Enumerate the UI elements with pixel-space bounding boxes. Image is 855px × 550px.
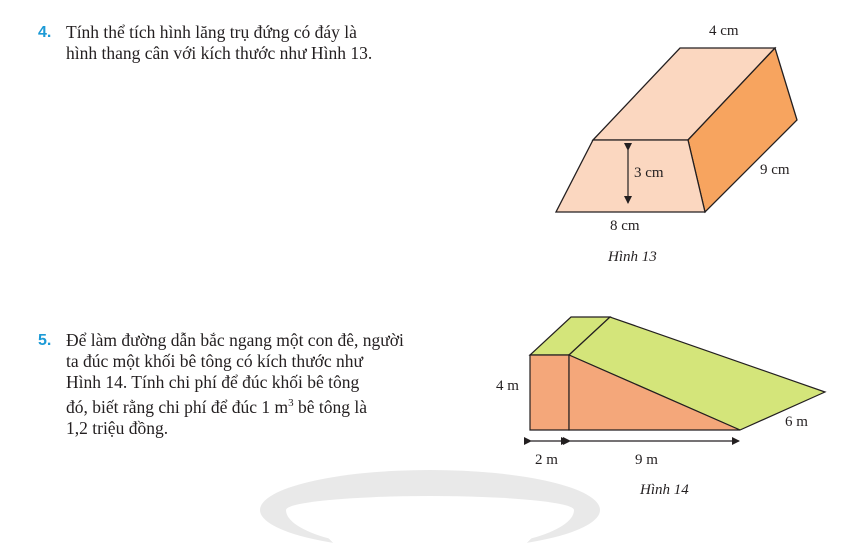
fig14-width-label: 6 m xyxy=(785,414,808,430)
text-part: đó, biết rằng chi phí để đúc 1 m xyxy=(66,396,289,417)
text-line: hình thang cân với kích thước như Hình 13. xyxy=(66,43,373,63)
text-line: 1,2 triệu đồng. xyxy=(66,417,169,438)
fig14-height-label: 4 m xyxy=(496,378,519,394)
fig13-length-label: 9 cm xyxy=(760,162,790,178)
fig14-caption: Hình 14 xyxy=(640,482,689,498)
block-front-rect xyxy=(530,355,569,430)
text-line: Để làm đường dẫn bắc ngang một con đê, người xyxy=(66,330,404,350)
superscript: 3 xyxy=(288,397,294,409)
fig13-height-label: 3 cm xyxy=(634,165,664,181)
text-line: Hình 14. Tính chi phí để đúc khối bê tông xyxy=(66,372,360,392)
fig13-caption: Hình 13 xyxy=(608,249,657,265)
fig13-top-label: 4 cm xyxy=(709,23,739,39)
fig14-left-label: 2 m xyxy=(535,452,558,468)
text-line: Tính thể tích hình lăng trụ đứng có đáy là xyxy=(66,22,357,42)
watermark-arc xyxy=(260,470,600,550)
text-part: bê tông là xyxy=(293,396,367,417)
exercise-number: 5. xyxy=(38,332,52,349)
fig14-right-label: 9 m xyxy=(635,452,658,468)
fig13-bottom-label: 8 cm xyxy=(610,218,640,234)
exercise-number: 4. xyxy=(38,24,52,41)
text-line: ta đúc một khối bê tông có kích thước như xyxy=(66,351,363,371)
